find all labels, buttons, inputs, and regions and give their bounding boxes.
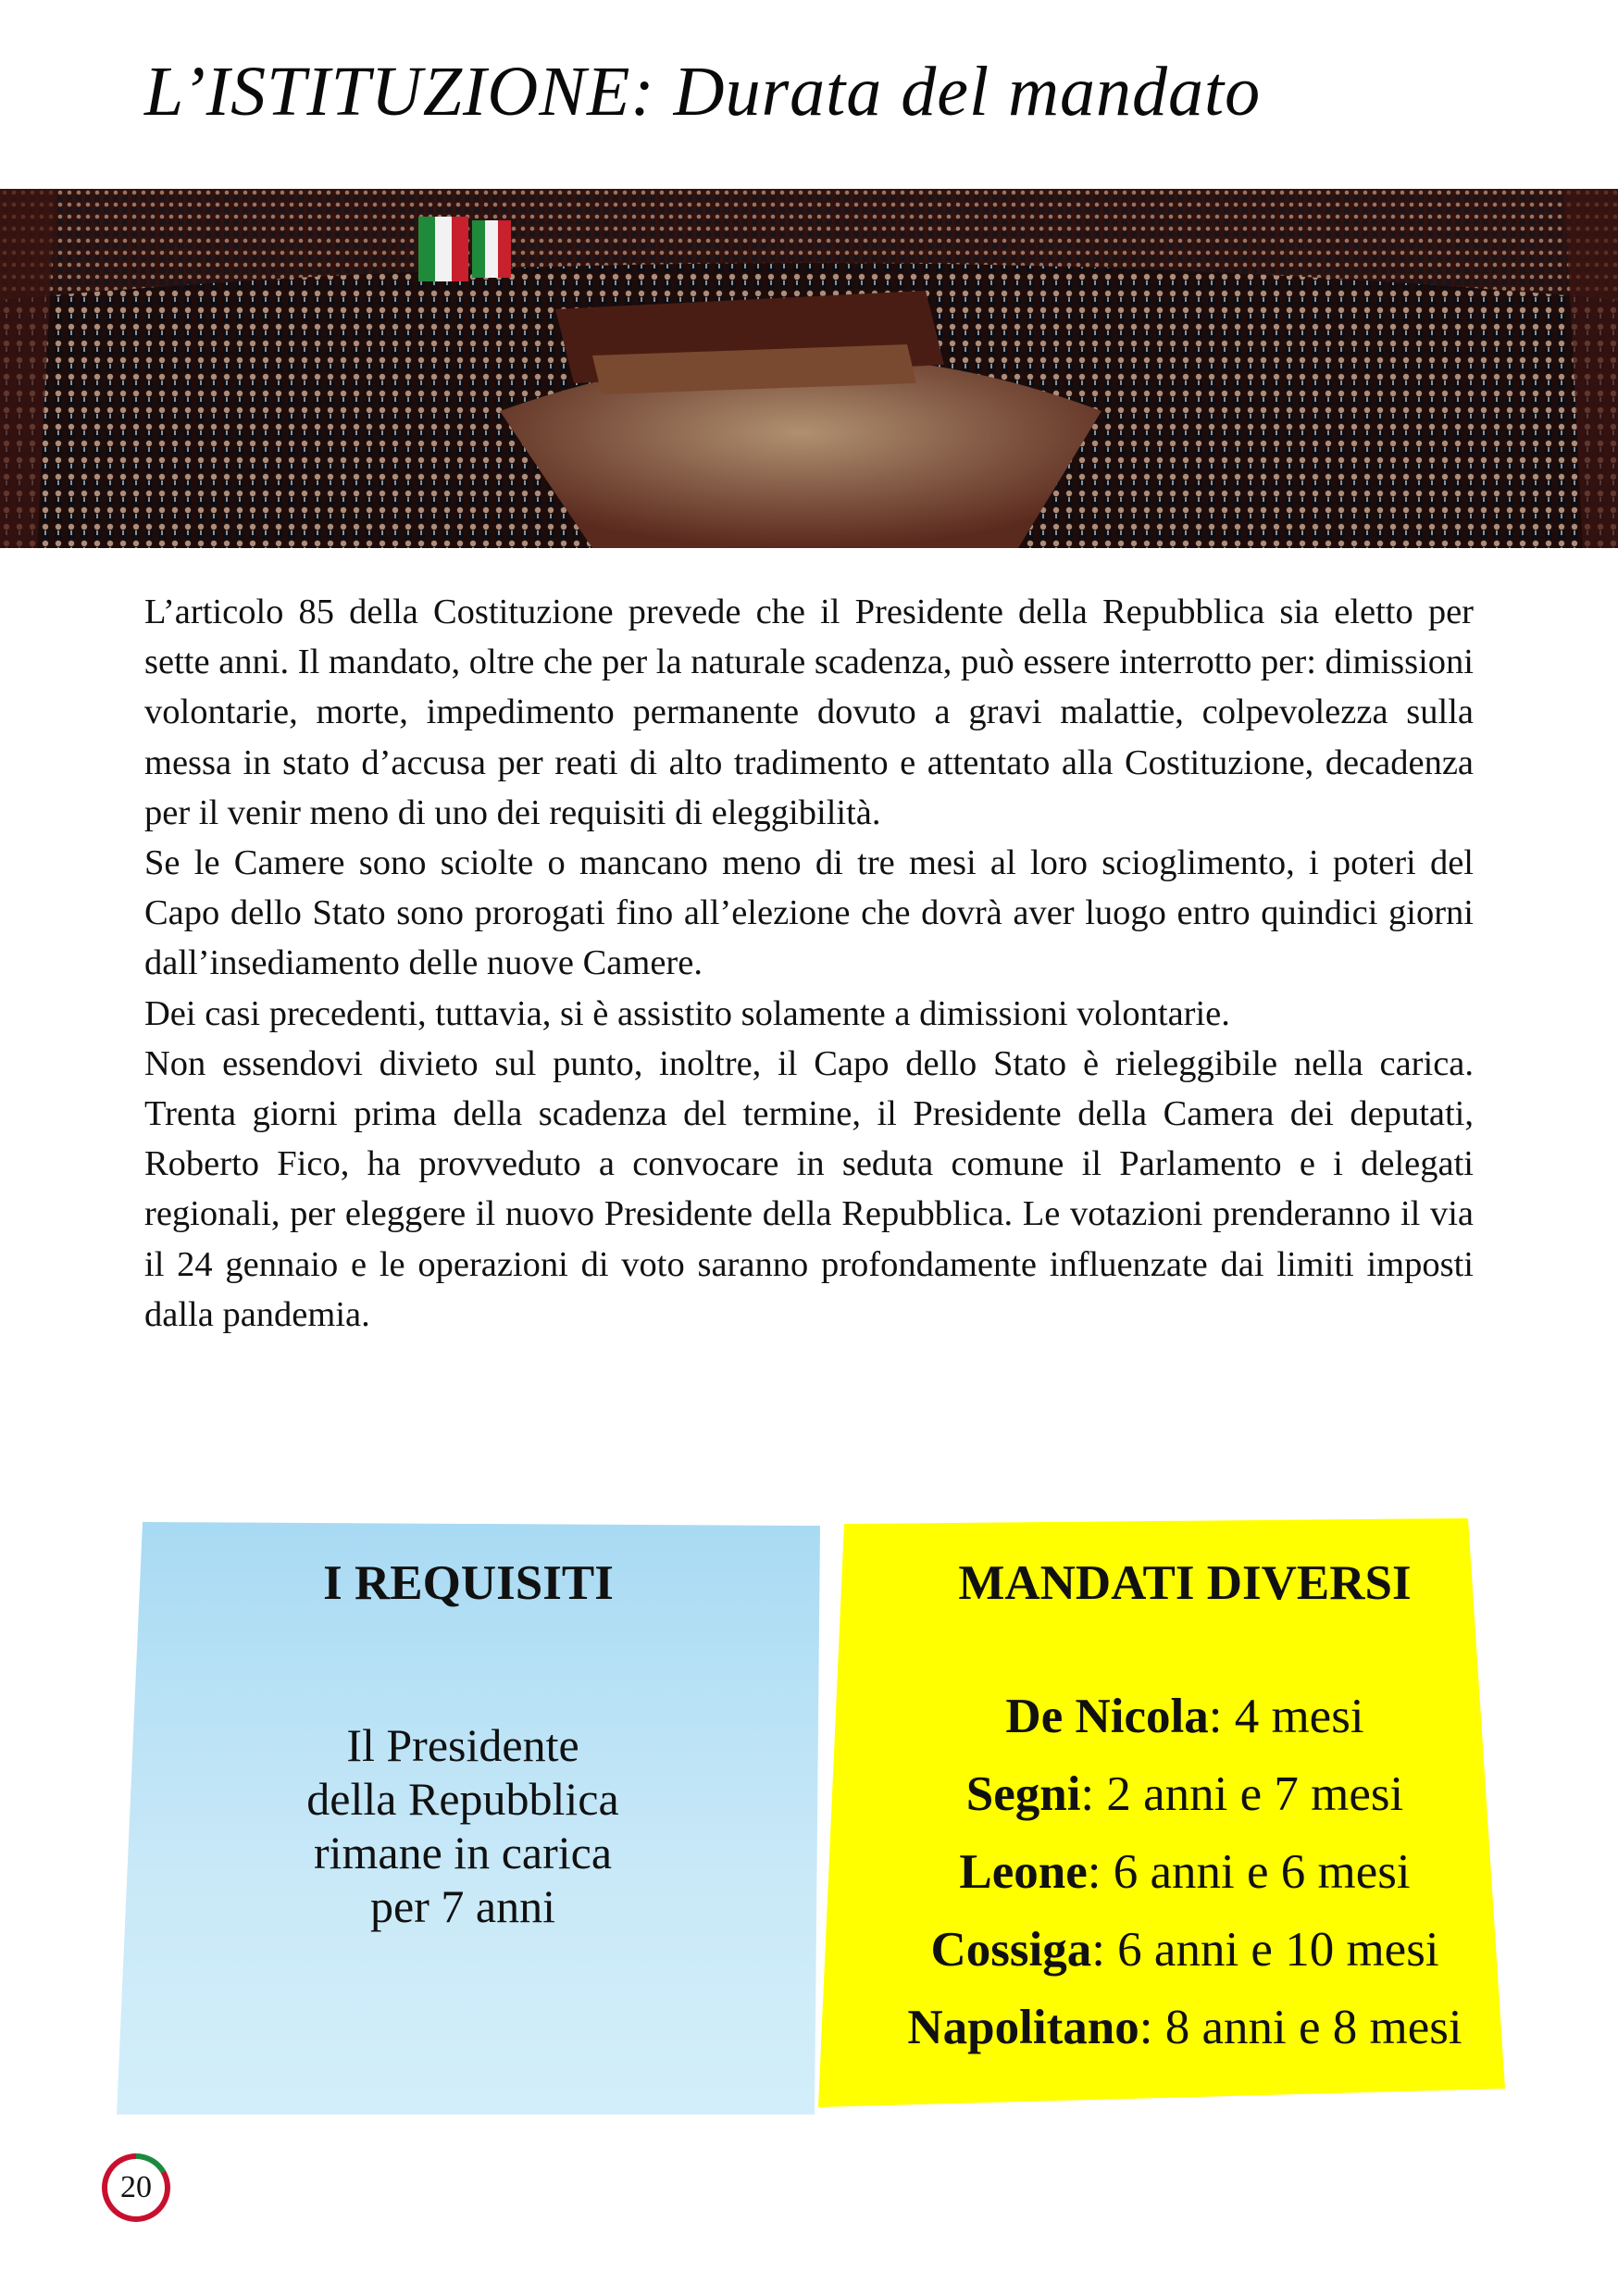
page-number: 20 <box>107 2159 165 2216</box>
paragraph: Dei casi precedenti, tuttavia, si è assistito solamente a dimissioni volontarie. <box>144 993 1230 1033</box>
paragraph: L’articolo 85 della Costituzione prevede che il Presidente della Repubblica sia eletto per sette anni. Il mandato, oltre che per la naturale scadenza, può essere interrotto per: dimissioni volontarie, morte, impedimento permanente dovuto a gravi malattie, colpevolezza sulla messa in stato d’accusa per reati di alto tradimento e attentato alla Costituzione, decadenza per il venir meno di uno dei requisiti di eleggibilità. <box>144 593 1474 832</box>
page-number-badge <box>102 2153 170 2222</box>
president-name: De Nicola <box>1005 1690 1209 1743</box>
mandati-heading: MANDATI DIVERSI <box>958 1556 1412 1610</box>
requisiti-line: per 7 anni <box>370 1880 555 1932</box>
president-name: Leone <box>959 1845 1088 1899</box>
mandato-item <box>824 1833 1546 1911</box>
mandato-duration: : 8 anni e 8 mesi <box>1139 2001 1462 2054</box>
requisiti-line: rimane in carica <box>313 1827 613 1878</box>
mandato-item <box>824 1678 1546 1755</box>
mandato-duration: : 4 mesi <box>1208 1690 1364 1743</box>
parliament-chamber-photo <box>0 189 1618 548</box>
requisiti-line: Il Presidente <box>346 1719 579 1771</box>
mandato-duration: : 6 anni e 10 mesi <box>1091 1923 1439 1977</box>
paragraph: Non essendovi divieto sul punto, inoltre, il Capo dello Stato è rieleggibile nella carica. Trenta giorni prima della scadenza del termine, il Presidente della Camera dei deputati, Roberto Fico, ha provveduto a convocare in seduta comune il Parlamento e i delegati regionali, per eleggere il nuovo Presidente della Repubblica. Le votazioni prenderanno il via il 24 gennaio e le operazioni di voto saranno profondamente influenzate dai limiti imposti dalla pandemia. <box>144 1043 1474 1334</box>
president-name: Cossiga <box>930 1923 1092 1977</box>
paragraph: Se le Camere sono sciolte o mancano meno di tre mesi al loro scioglimento, i poteri del Capo dello Stato sono prorogati fino all’elezione che dovrà aver luogo entro quindici giorni dall’insediamento delle nuove Camere. <box>144 843 1474 983</box>
page-title: L’ISTITUZIONE: Durata del mandato <box>144 53 1262 131</box>
mandato-duration: : 6 anni e 6 mesi <box>1087 1845 1411 1899</box>
mandato-item <box>824 1911 1546 1989</box>
article-body <box>144 587 1474 1340</box>
mandato-item <box>824 1989 1546 2066</box>
mandati-list <box>824 1678 1546 2066</box>
requisiti-heading: I REQUISITI <box>323 1556 614 1610</box>
president-name: Segni <box>965 1767 1081 1821</box>
mandato-item <box>824 1755 1546 1833</box>
photo-illustration <box>0 189 1618 548</box>
requisiti-line: della Repubblica <box>306 1773 619 1825</box>
requisiti-text <box>185 1718 741 1933</box>
president-name: Napolitano <box>907 2001 1139 2054</box>
mandato-duration: : 2 anni e 7 mesi <box>1080 1767 1404 1821</box>
